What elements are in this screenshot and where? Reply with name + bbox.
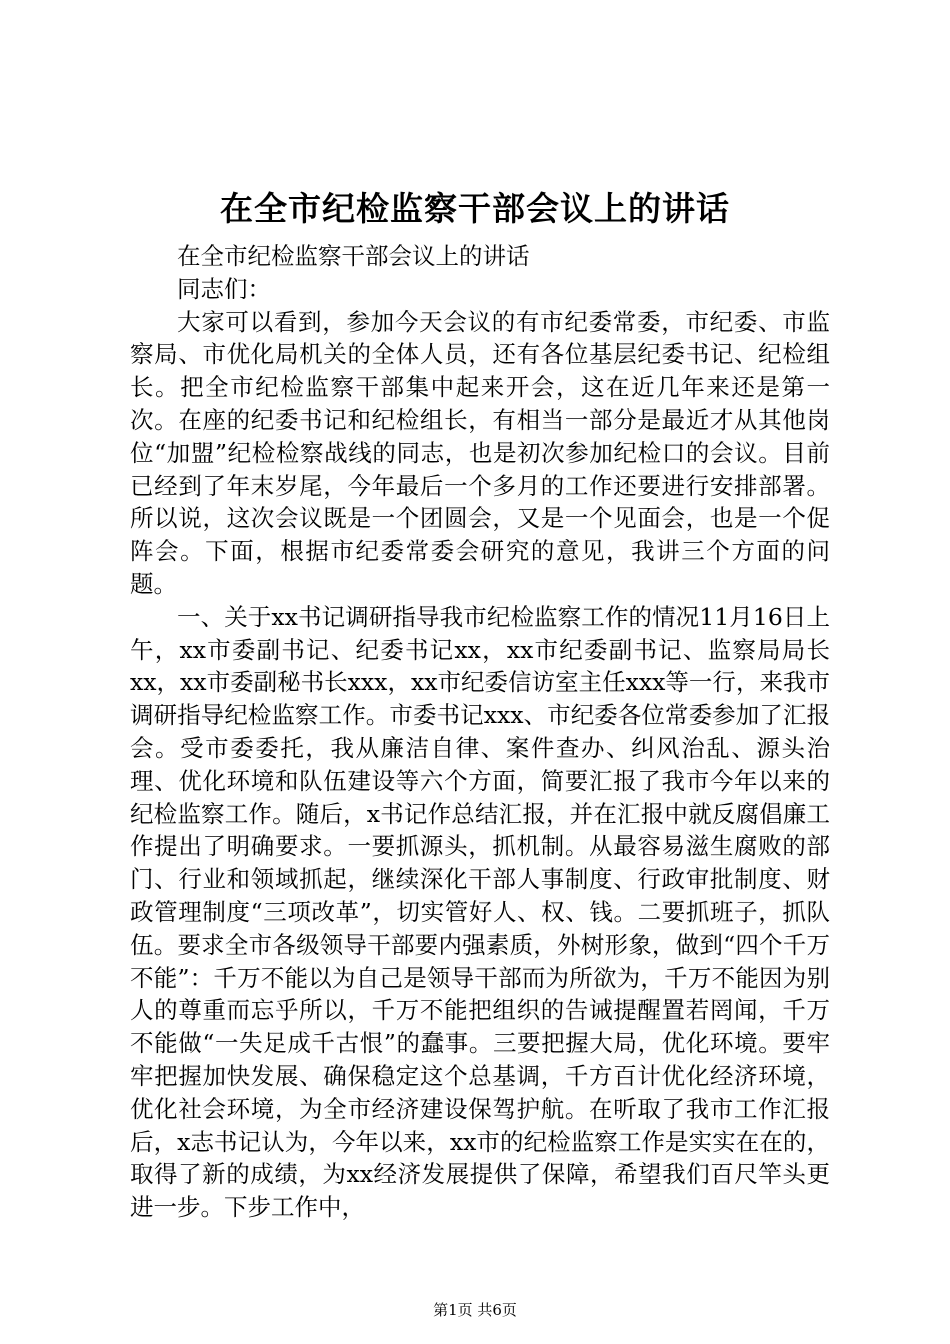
paragraph-section-one: 一、关于xx书记调研指导我市纪检监察工作的情况11月16日上午，xx市委副书记、纪委书记xx，xx市纪委副书记、监察局局长xx，xx市委副秘书长xxx，xx市纪委信访室主任xxx等一行，来我市调研指导纪检监察工作。市委书记xxx、市纪委各位常委参加了汇报会。受市委委托，我从廉洁自律、案件查办、纠风治乱、源头治理、优化环境和队伍建设等六个方面，简要汇报了我市今年以来的纪检监察工作。随后，x书记作总结汇报，并在汇报中就反腐倡廉工作提出了明确要求。一要抓源头，抓机制。从最容易滋生腐败的部门、行业和领域抓起，继续深化干部人事制度、行政审批制度、财政管理制度“三项改革”，切实管好人、权、钱。二要抓班子，抓队伍。要求全市各级领导干部要内强素质，外树形象，做到“四个千万不能”：千万不能以为自己是领导干部而为所欲为，千万不能因为别人的尊重而忘乎所以，千万不能把组织的告诫提醒置若罔闻，千万不能做“一失足成千古恨”的蠢事。三要把握大局，优化环境。要牢牢把握加快发展、确保稳定这个总基调，千方百计优化经济环境，优化社会环境，为全市经济建设保驾护航。在听取了我市工作汇报后，x志书记认为，今年以来，xx市的纪检监察工作是实实在在的，取得了新的成绩，为xx经济发展提供了保障，希望我们百尺竿头更进一步。下步工作中， (130, 602, 830, 1222)
paragraph-salutation: 同志们： (177, 274, 271, 303)
page-footer: 第1页 共6页 (433, 1301, 517, 1319)
document-title: 在全市纪检监察干部会议上的讲话 (220, 189, 730, 228)
paragraph-subtitle: 在全市纪检监察干部会议上的讲话 (177, 242, 530, 270)
paragraph-intro: 大家可以看到，参加今天会议的有市纪委常委，市纪委、市监察局、市优化局机关的全体人员，还有各位基层纪委书记、纪检组长。把全市纪检监察干部集中起来开会，这在近几年来还是第一次。在座的纪委书记和纪检组长，有相当一部分是最近才从其他岗位“加盟”纪检检察战线的同志，也是初次参加纪检口的会议。目前已经到了年末岁尾，今年最后一个多月的工作还要进行安排部署。所以说，这次会议既是一个团圆会，又是一个见面会，也是一个促阵会。下面，根据市纪委常委会研究的意见，我讲三个方面的问题。 (130, 307, 830, 598)
document-body (130, 240, 830, 1224)
